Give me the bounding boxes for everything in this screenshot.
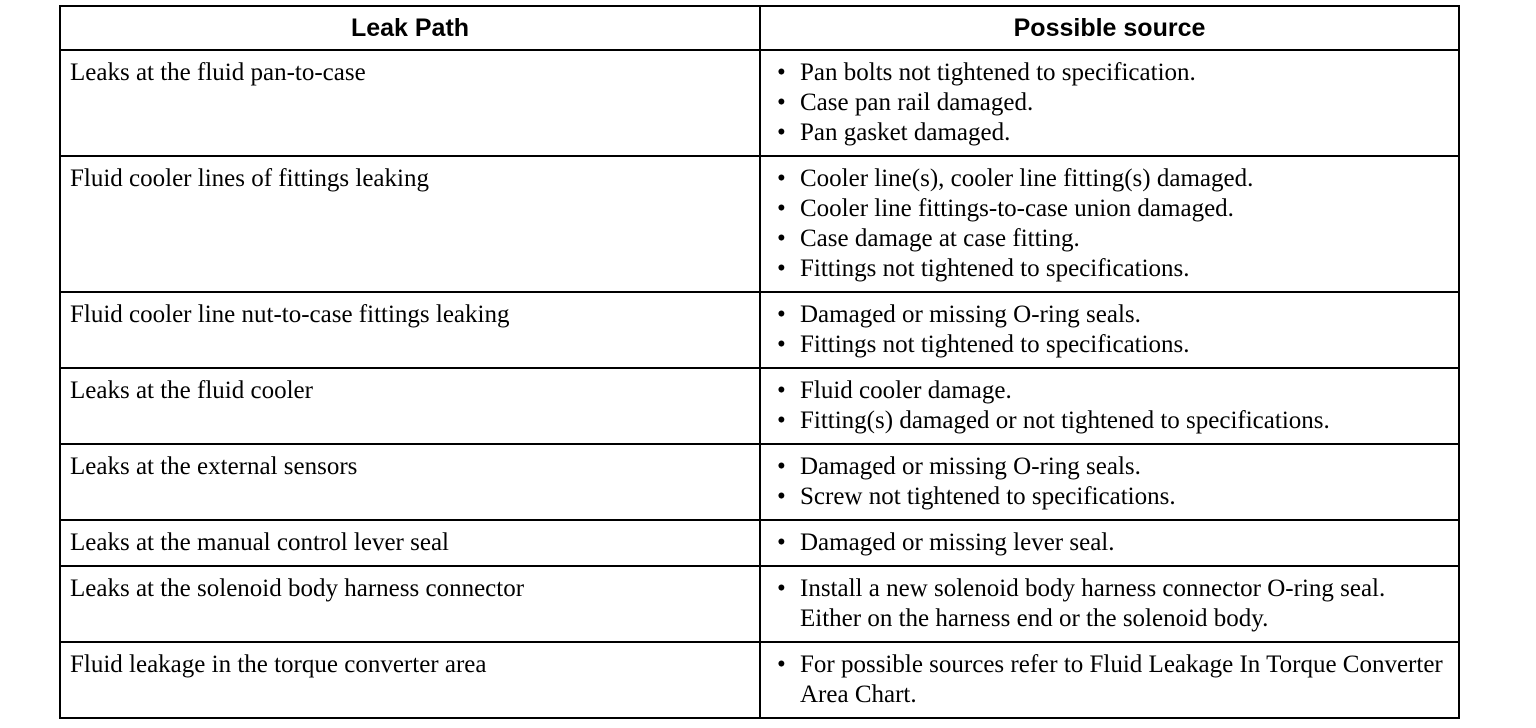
table-row xyxy=(60,292,1459,368)
table-row xyxy=(60,566,1459,642)
source-item: • Install a new solenoid body harness connector O-ring seal. Either on the harness end or the solenoid body. xyxy=(770,574,1450,634)
source-list xyxy=(770,528,1450,558)
source-item: • Damaged or missing O-ring seals. xyxy=(770,452,1450,482)
table-row xyxy=(60,156,1459,292)
header-possible-source: Possible source xyxy=(760,6,1459,50)
possible-source-cell xyxy=(760,566,1459,642)
leak-path-table xyxy=(59,5,1460,719)
leak-path-cell: Leaks at the fluid cooler xyxy=(60,368,760,444)
source-item: • For possible sources refer to Fluid Leakage In Torque Converter Area Chart. xyxy=(770,650,1450,710)
table-row xyxy=(60,642,1459,718)
source-item: • Fluid cooler damage. xyxy=(770,376,1450,406)
possible-source-cell xyxy=(760,444,1459,520)
source-item: • Damaged or missing O-ring seals. xyxy=(770,300,1450,330)
source-list xyxy=(770,58,1450,148)
header-leak-path: Leak Path xyxy=(60,6,760,50)
table-row xyxy=(60,444,1459,520)
leak-path-cell: Fluid leakage in the torque converter area xyxy=(60,642,760,718)
leak-path-cell: Leaks at the solenoid body harness connector xyxy=(60,566,760,642)
table-row xyxy=(60,50,1459,156)
possible-source-cell xyxy=(760,368,1459,444)
source-item: • Case pan rail damaged. xyxy=(770,88,1450,118)
possible-source-cell xyxy=(760,520,1459,566)
source-list xyxy=(770,300,1450,360)
table-row xyxy=(60,520,1459,566)
source-item: • Screw not tightened to specifications. xyxy=(770,482,1450,512)
leak-path-cell: Leaks at the external sensors xyxy=(60,444,760,520)
source-item: • Pan bolts not tightened to specification. xyxy=(770,58,1450,88)
source-item: • Case damage at case fitting. xyxy=(770,224,1450,254)
source-item: • Cooler line fittings-to-case union damaged. xyxy=(770,194,1450,224)
table-row xyxy=(60,368,1459,444)
possible-source-cell xyxy=(760,156,1459,292)
source-item: • Fittings not tightened to specifications. xyxy=(770,254,1450,284)
source-list xyxy=(770,650,1450,710)
source-list xyxy=(770,452,1450,512)
header-row xyxy=(60,6,1459,50)
source-list xyxy=(770,376,1450,436)
possible-source-cell xyxy=(760,292,1459,368)
leak-path-cell: Leaks at the fluid pan-to-case xyxy=(60,50,760,156)
possible-source-cell xyxy=(760,50,1459,156)
source-list xyxy=(770,574,1450,634)
source-item: • Cooler line(s), cooler line fitting(s) damaged. xyxy=(770,164,1450,194)
source-list xyxy=(770,164,1450,284)
source-item: • Pan gasket damaged. xyxy=(770,118,1450,148)
leak-path-cell: Fluid cooler line nut-to-case fittings leaking xyxy=(60,292,760,368)
possible-source-cell xyxy=(760,642,1459,718)
source-item: • Fittings not tightened to specifications. xyxy=(770,330,1450,360)
source-item: • Fitting(s) damaged or not tightened to specifications. xyxy=(770,406,1450,436)
leak-path-cell: Fluid cooler lines of fittings leaking xyxy=(60,156,760,292)
source-item: • Damaged or missing lever seal. xyxy=(770,528,1450,558)
leak-path-cell: Leaks at the manual control lever seal xyxy=(60,520,760,566)
